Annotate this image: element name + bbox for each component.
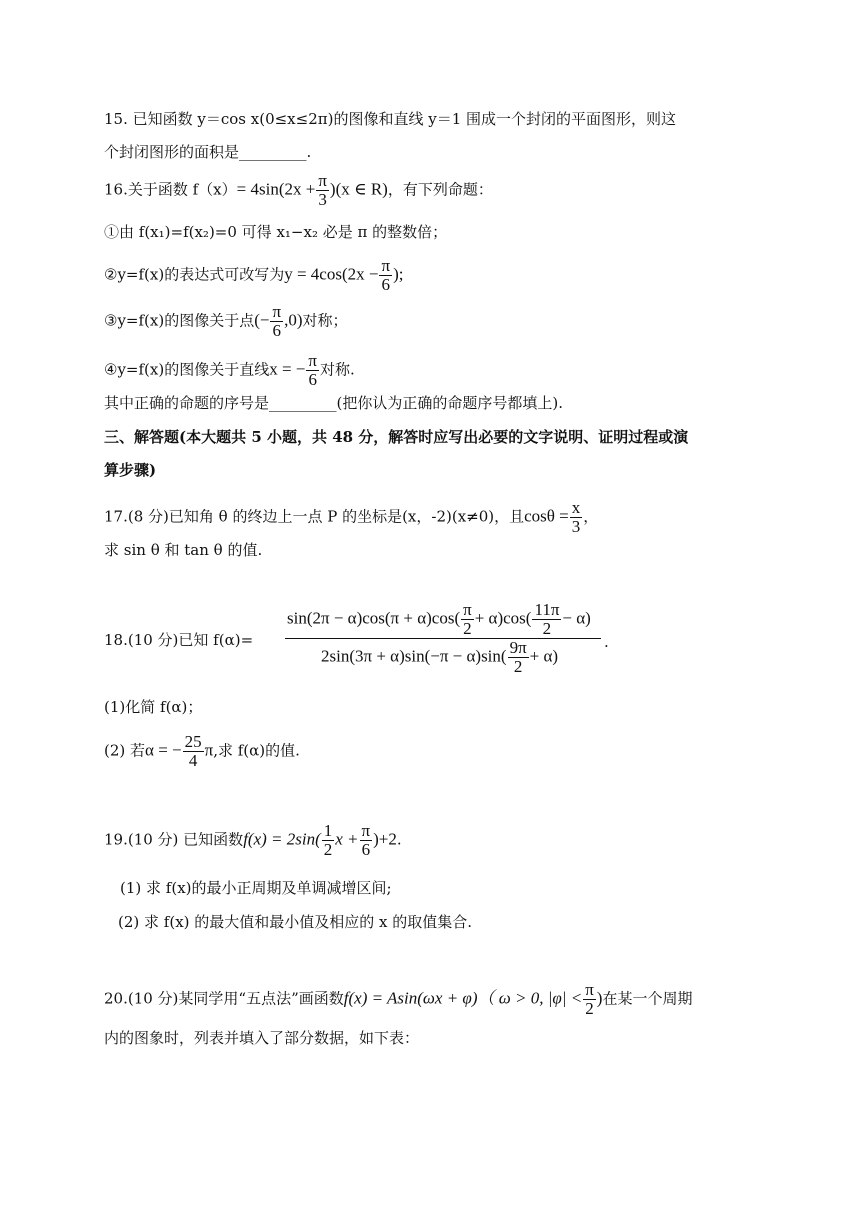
frac-den: 6: [272, 321, 282, 340]
q18-numer-frac1: [461, 601, 474, 638]
q18-numer-part: sin(2π − α)cos(π + α)cos(: [287, 608, 461, 628]
q18-dot: .: [604, 633, 609, 651]
frac-den: 2: [323, 840, 333, 859]
q16-prop3-text: ③y=f(x)的图像关于点: [104, 311, 255, 330]
q16-prop3: [104, 303, 348, 340]
q18-sub2-fraction: [183, 733, 204, 770]
q16-prop3-fraction: [270, 303, 283, 340]
frac-num: π: [381, 256, 391, 275]
frac-den: 2: [513, 657, 523, 676]
q18-fraction: [285, 601, 601, 676]
q18-numer-frac2: [532, 601, 561, 638]
q18-numer-part: + α)cos(: [474, 608, 532, 628]
frac-num: π: [585, 980, 594, 999]
q17-line1: [104, 499, 598, 536]
q18-sub2-formula: α = −: [145, 740, 182, 760]
q19-sub1: (1) 求 f(x)的最小正周期及单调减增区间;: [120, 879, 392, 897]
q18-denom-part: + α): [529, 646, 559, 666]
q18-sub2: [104, 733, 300, 770]
section3-heading: 三、解答题(本大题共 5 小题，共 48 分，解答时应写出必要的文字说明、证明过程或演: [104, 428, 689, 446]
frac-num: π: [318, 171, 327, 190]
q19-formula-end: )+2: [373, 829, 397, 849]
q16-prop1: ①由 f(x₁)=f(x₂)=0 可得 x₁−x₂ 必是 π 的整数倍；: [104, 223, 448, 241]
q17-text: 17.(8 分)已知角 θ 的终边上一点 P 的坐标是(x，-2)(x≠0)，且: [104, 507, 525, 526]
frac-den: 6: [361, 840, 371, 859]
q20-text: 20.(10 分)某同学用“五点法”画函数: [104, 989, 344, 1008]
q16-intro: [104, 172, 493, 209]
q19-text: 19.(10 分) 已知函数: [104, 830, 244, 849]
q19-dot: .: [396, 830, 402, 849]
q16-prop2-formula: y = 4cos(2x −: [284, 264, 379, 284]
q19-frac1: [322, 822, 335, 859]
frac-num: 11π: [534, 600, 560, 619]
q16-prop4: [104, 352, 355, 389]
q19-formula-mid: x +: [335, 829, 359, 849]
frac-num: 1: [323, 821, 333, 840]
q16-prop2: [104, 257, 403, 294]
section3-heading-cont: 算步骤): [104, 461, 157, 479]
q17-tail: ，: [583, 507, 599, 526]
q17-line2: 求 sin θ 和 tan θ 的值.: [104, 541, 263, 559]
q16-intro-text: 16.关于函数 f（x）: [104, 180, 237, 199]
q16-prop3-tail: 对称；: [302, 311, 348, 330]
q20-line1: [104, 981, 692, 1018]
frac-num: 9π: [509, 638, 527, 657]
frac-den: 3: [571, 517, 581, 536]
frac-num: 25: [184, 732, 202, 751]
q18-denom-part: 2sin(3π + α)sin(−π − α)sin(: [321, 646, 507, 666]
q16-formula-end: )(x ∈ R): [329, 179, 388, 199]
q16-end: 其中正确的命题的序号是_________(把你认为正确的命题序号都填上).: [104, 394, 563, 412]
q16-prop3-formula: (−: [254, 310, 270, 330]
q15-line1: 15. 已知函数 y＝cos x(0≤x≤2π)的图像和直线 y＝1 围成一个封闭的平面图形，则这: [104, 110, 677, 128]
q18-sub2-pi: π: [204, 740, 214, 760]
q19-frac2: [360, 822, 373, 859]
q17-formula: cosθ =: [524, 506, 569, 526]
frac-den: 2: [463, 619, 472, 638]
q16-prop2-end: );: [393, 264, 404, 284]
q18-numer-part: − α): [562, 608, 591, 628]
q18-sub2-text: (2) 若: [104, 741, 146, 760]
q18-sub2-tail: ,求 f(α)的值.: [213, 741, 300, 760]
q20-line2: 内的图象时，列表并填入了部分数据，如下表：: [104, 1029, 420, 1047]
q19-line1: [104, 822, 402, 859]
frac-num: x: [571, 498, 581, 517]
q19-sub2: (2) 求 f(x) 的最大值和最小值及相应的 x 的取值集合.: [118, 913, 473, 931]
frac-num: π: [463, 600, 472, 619]
q20-formula-end: ): [596, 988, 603, 1008]
q16-intro-tail: ，有下列命题：: [387, 180, 493, 199]
frac-num: π: [361, 821, 371, 840]
q16-formula: = 4sin(2x +: [236, 179, 316, 199]
q16-prop4-formula: x = −: [269, 359, 306, 379]
q16-prop4-fraction: [306, 352, 319, 389]
frac-den: 6: [381, 275, 391, 294]
frac-den: 2: [585, 999, 594, 1018]
frac-den: 4: [188, 751, 198, 770]
q20-tail: 在某一个周期: [602, 989, 693, 1008]
q18-label: 18.(10 分)已知 f(α)=: [104, 631, 254, 649]
q16-prop2-text: ②y=f(x)的表达式可改写为: [104, 265, 285, 284]
q18-sub1: (1)化简 f(α)；: [104, 698, 203, 716]
q15-line2: 个封闭图形的面积是_________.: [104, 143, 312, 161]
frac-num: π: [272, 302, 282, 321]
frac-den: 6: [308, 370, 317, 389]
q18-denom-frac: [508, 639, 529, 676]
q17-fraction: [570, 499, 583, 536]
q16-prop2-fraction: [379, 257, 392, 294]
q20-fraction: [583, 981, 596, 1018]
q16-prop3-formula-end: ,0): [284, 310, 303, 330]
frac-num: π: [308, 351, 317, 370]
frac-den: 3: [318, 190, 327, 209]
q19-formula: f(x) = 2sin(: [243, 829, 321, 849]
q18-denominator: [285, 639, 601, 676]
frac-den: 2: [542, 619, 552, 638]
q16-fraction: [316, 172, 329, 209]
q20-formula: f(x) = Asin(ωx + φ)（ ω > 0, |φ| <: [343, 988, 583, 1008]
q18-numerator: [285, 601, 601, 638]
q16-prop4-text: ④y=f(x)的图像关于直线: [104, 360, 270, 379]
q16-prop4-tail: 对称.: [320, 360, 355, 379]
